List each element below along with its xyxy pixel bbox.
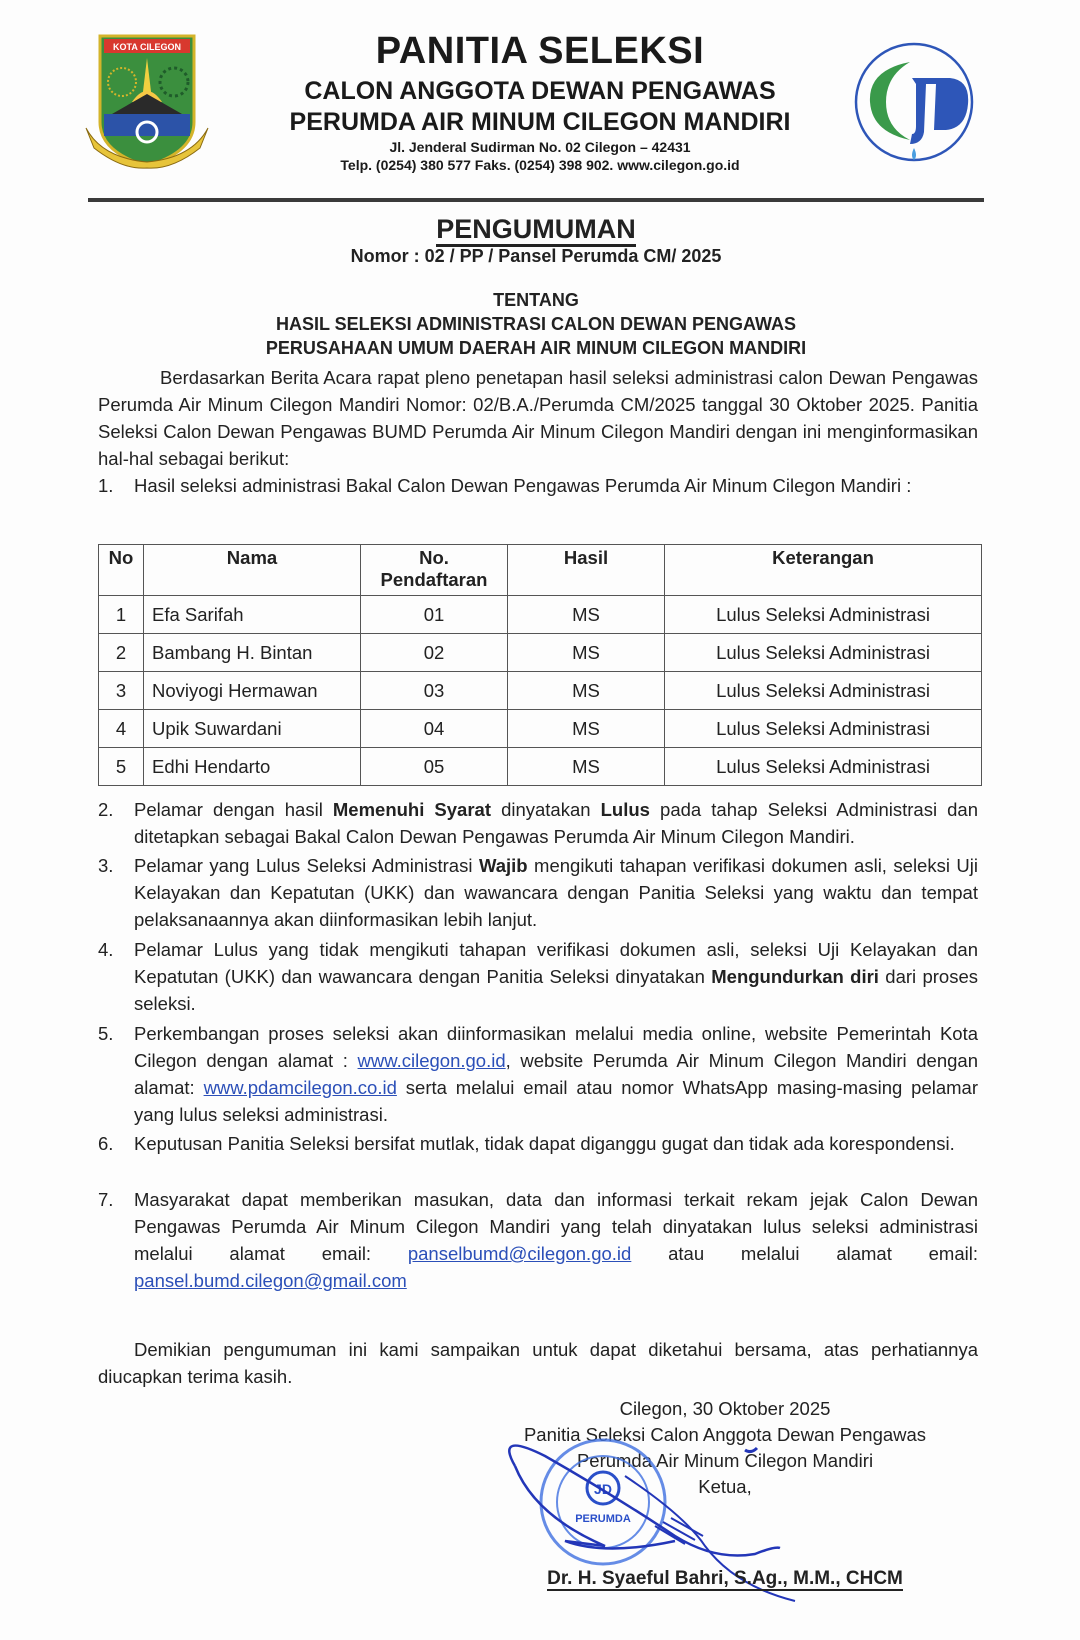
table-row: 1 Efa Sarifah 01 MS Lulus Seleksi Administrasi xyxy=(99,596,982,634)
signature-place-date: Cilegon, 30 Oktober 2025 xyxy=(619,1398,831,1419)
list-item-7: 7. Masyarakat dapat memberikan masukan, data dan informasi terkait rekam jejak Calon Dewan Pengawas Perumda Air Minum Cilegon Mandiri yang telah dinyatakan lulus seleksi administrasi melalui alamat email: panselbumd@cilegon.go.id atau melalui alamat email: pansel.bumd.cilegon@gmail.com xyxy=(98,1189,978,1291)
col-nama-header: Nama xyxy=(144,545,361,596)
col-hasil-header: Hasil xyxy=(508,545,665,596)
pdam-website-link[interactable]: www.pdamcilegon.co.id xyxy=(203,1077,397,1098)
col-registration-header: No. Pendaftaran xyxy=(361,545,508,596)
pansel-gmail-link[interactable]: pansel.bumd.cilegon@gmail.com xyxy=(134,1270,407,1291)
list-item-4: 4. Pelamar Lulus yang tidak mengikuti tahapan verifikasi dokumen asli, seleksi Uji Kelayakan dan Kepatutan (UKK) dan wawancara dengan Panitia Seleksi dinyatakan Mengundurkan diri dari proses seleksi. xyxy=(98,939,978,1014)
header-divider xyxy=(88,198,984,202)
signature-role: Ketua, xyxy=(698,1476,752,1497)
table-row: 3 Noviyogi Hermawan 03 MS Lulus Seleksi Administrasi xyxy=(99,672,982,710)
results-table xyxy=(98,544,982,786)
announcement-subject-1: HASIL SELEKSI ADMINISTRASI CALON DEWAN PENGAWAS xyxy=(275,314,797,334)
committee-subtitle-1: CALON ANGGOTA DEWAN PENGAWAS xyxy=(304,77,776,105)
committee-title: PANITIA SELEKSI xyxy=(375,30,705,72)
col-no-header: No xyxy=(99,545,144,596)
list-item-3: 3. Pelamar yang Lulus Seleksi Administrasi Wajib mengikuti tahapan verifikasi dokumen asli, seleksi Uji Kelayakan dan Kepatutan (UKK) dan wawancara dengan Panitia Seleksi yang waktu dan tempat pelaksanaannya akan diinformasikan lebih lanjut. xyxy=(98,855,978,930)
list-item-2: 2. Pelamar dengan hasil Memenuhi Syarat dinyatakan Lulus pada tahap Seleksi Administrasi dan ditetapkan sebagai Bakal Calon Dewan Pengawas Perumda Air Minum Cilegon Mandiri. xyxy=(98,799,978,847)
kota-cilegon-crest-icon xyxy=(82,30,212,170)
committee-subtitle-2: PERUMDA AIR MINUM CILEGON MANDIRI xyxy=(289,108,791,136)
svg-text:KOTA CILEGON: KOTA CILEGON xyxy=(113,42,181,52)
list-item-6: 6. Keputusan Panitia Seleksi bersifat mutlak, tidak dapat diganggu gugat dan tidak ada korespondensi. xyxy=(98,1133,955,1154)
table-row: 4 Upik Suwardani 04 MS Lulus Seleksi Administrasi xyxy=(99,710,982,748)
perumda-jd-logo-icon xyxy=(852,40,977,165)
col-keterangan-header: Keterangan xyxy=(665,545,982,596)
announcement-subject-2: PERUSAHAAN UMUM DAERAH AIR MINUM CILEGON MANDIRI xyxy=(265,338,807,358)
closing-paragraph: Demikian pengumuman ini kami sampaikan untuk dapat diketahui bersama, atas perhatiannya diucapkan terima kasih. xyxy=(98,1339,978,1387)
committee-contact: Telp. (0254) 380 577 Faks. (0254) 398 902. www.cilegon.go.id xyxy=(340,157,740,173)
signature-committee-line-2: Perumda Air Minum Cilegon Mandiri xyxy=(576,1450,874,1471)
list-item-5: 5. Perkembangan proses seleksi akan diinformasikan melalui media online, website Pemerintah Kota Cilegon dengan alamat : www.cilegon.go.id, website Perumda Air Minum Cilegon Mandiri dengan alamat: www.pdamcilegon.co.id serta melalui email atau nomor WhatsApp masing-masing pelamar yang lulus seleksi administrasi. xyxy=(98,1023,979,1125)
list-item-1: 1. Hasil seleksi administrasi Bakal Calon Dewan Pengawas Perumda Air Minum Cilegon Mandiri : xyxy=(98,475,912,496)
intro-paragraph: Berdasarkan Berita Acara rapat pleno penetapan hasil seleksi administrasi calon Dewan Pengawas Perumda Air Minum Cilegon Mandiri Nomor: 02/B.A./Perumda CM/2025 tanggal 30 Oktober 2025. Panitia Seleksi Calon Dewan Pengawas BUMD Perumda Air Minum Cilegon Mandiri dengan ini menginformasikan hal-hal sebagai berikut: xyxy=(98,367,978,469)
announcement-about: TENTANG xyxy=(493,290,579,310)
signatory-name: Dr. H. Syaeful Bahri, S.Ag., M.M., CHCM xyxy=(547,1568,903,1589)
table-row: 5 Edhi Hendarto 05 MS Lulus Seleksi Administrasi xyxy=(99,748,982,786)
committee-address: Jl. Jenderal Sudirman No. 02 Cilegon – 42431 xyxy=(389,139,691,155)
cilegon-website-link[interactable]: www.cilegon.go.id xyxy=(357,1050,506,1071)
signature-committee-line-1: Panitia Seleksi Calon Anggota Dewan Pengawas xyxy=(523,1424,927,1445)
announcement-heading: PENGUMUMAN xyxy=(88,214,984,245)
pansel-email-link[interactable]: panselbumd@cilegon.go.id xyxy=(407,1243,632,1264)
svg-text:JD: JD xyxy=(594,1481,612,1497)
table-header-row xyxy=(99,545,982,596)
announcement-number: Nomor : 02 / PP / Pansel Perumda CM/ 2025 xyxy=(350,246,722,266)
table-row: 2 Bambang H. Bintan 02 MS Lulus Seleksi Administrasi xyxy=(99,634,982,672)
svg-text:PERUMDA: PERUMDA xyxy=(575,1513,631,1525)
